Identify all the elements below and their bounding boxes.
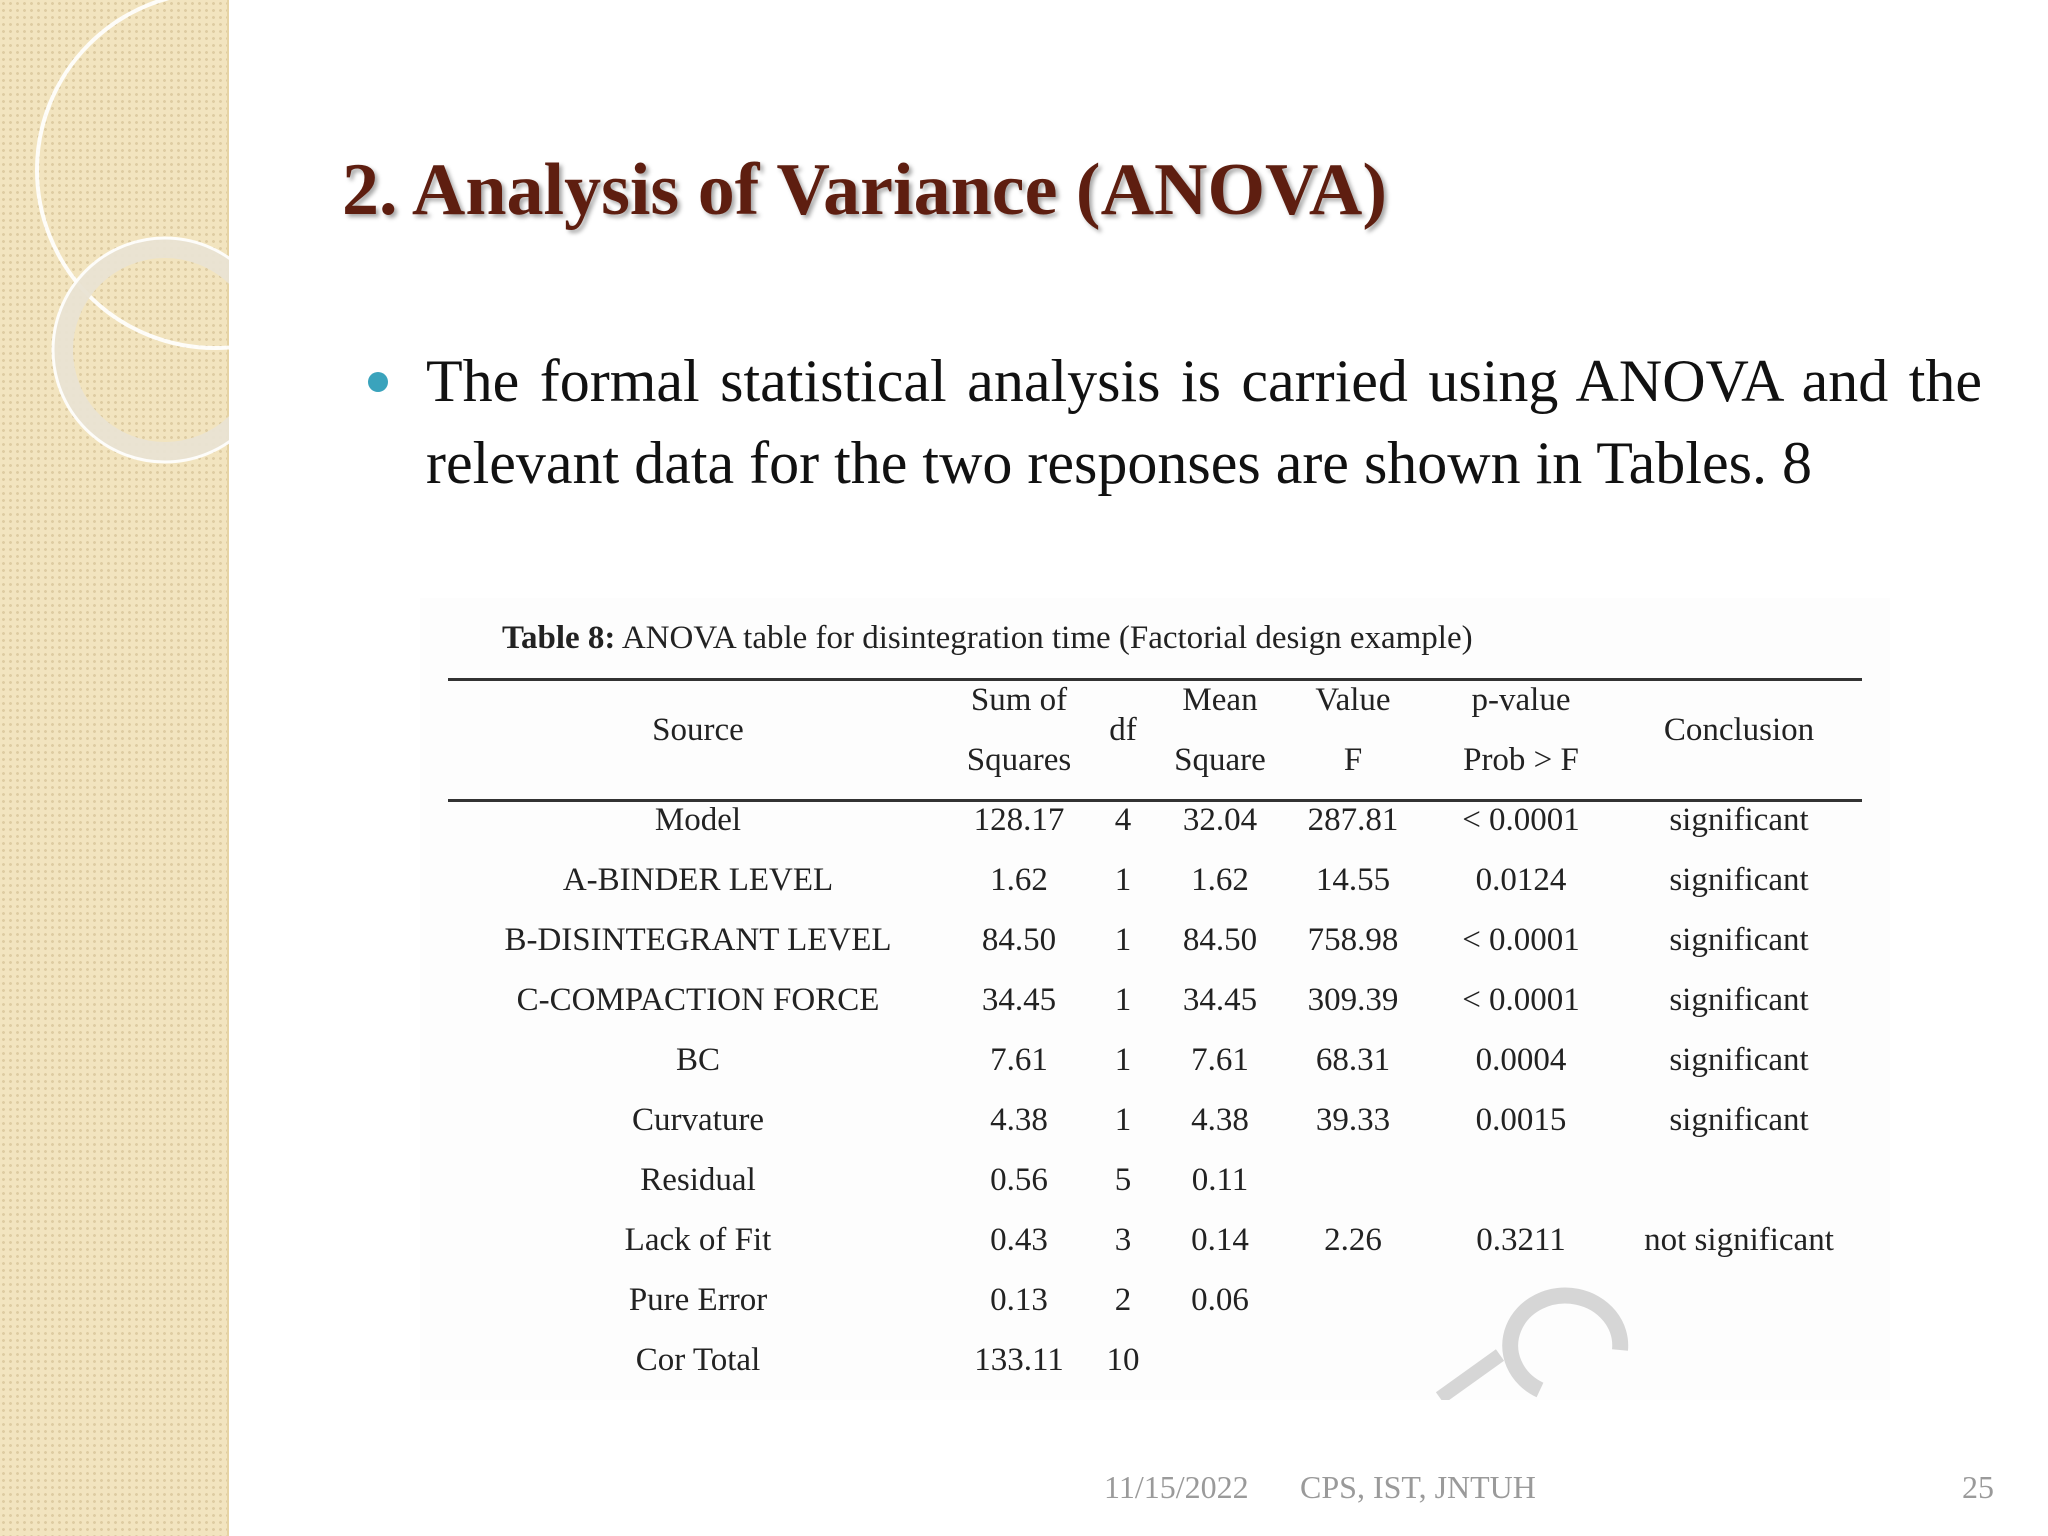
header-f-line1: Value: [1315, 682, 1391, 718]
footer-page-number: 25: [1962, 1469, 1994, 1505]
row-f: 2.26: [1324, 1222, 1382, 1258]
row-source: Pure Error: [628, 1282, 768, 1318]
row-ss: 84.50: [981, 922, 1057, 958]
row-source: Curvature: [632, 1102, 764, 1138]
table-caption-text: ANOVA table for disintegration time (Factorial design example): [615, 620, 1473, 656]
row-ss: 0.56: [990, 1162, 1048, 1198]
row-p: 0.0124: [1475, 862, 1567, 898]
row-ss: 34.45: [981, 982, 1057, 1018]
row-p: < 0.0001: [1462, 802, 1580, 838]
header-ss-line1: Sum of: [970, 682, 1068, 718]
row-source: B-DISINTEGRANT LEVEL: [504, 922, 892, 958]
watermark-fragment: [1420, 1280, 1640, 1400]
header-p-line1: p-value: [1471, 682, 1571, 718]
decorative-rings: [0, 0, 229, 1536]
row-p: 0.3211: [1476, 1222, 1566, 1258]
bullet-text: The formal statistical analysis is carried using ANOVA and the relevant data for the two responses are shown in Tables. 8: [426, 348, 1982, 496]
row-conclusion: significant: [1669, 1102, 1809, 1138]
row-df: 1: [1114, 862, 1132, 898]
row-source: BC: [675, 1042, 721, 1078]
row-df: 4: [1114, 802, 1132, 838]
row-conclusion: significant: [1669, 1042, 1809, 1078]
row-df: 1: [1114, 982, 1132, 1018]
row-ss: 1.62: [990, 862, 1048, 898]
header-source: Source: [652, 712, 744, 748]
header-p-line2: Prob > F: [1463, 742, 1579, 778]
header-ms-line2: Square: [1174, 742, 1266, 778]
decorative-side-panel: [0, 0, 229, 1536]
row-df: 1: [1114, 922, 1132, 958]
row-ss: 0.43: [990, 1222, 1048, 1258]
row-ms: 0.11: [1191, 1162, 1249, 1198]
row-ms: 0.14: [1191, 1222, 1249, 1258]
row-source: C-COMPACTION FORCE: [516, 982, 880, 1018]
row-p: 0.0004: [1475, 1042, 1567, 1078]
row-source: Residual: [640, 1162, 756, 1198]
row-p: < 0.0001: [1462, 922, 1580, 958]
row-p: < 0.0001: [1462, 982, 1580, 1018]
row-ms: 0.06: [1191, 1282, 1249, 1318]
row-ss: 0.13: [990, 1282, 1048, 1318]
row-ms: 4.38: [1191, 1102, 1249, 1138]
header-f-line2: F: [1343, 742, 1363, 778]
row-conclusion: significant: [1669, 862, 1809, 898]
header-ss-line2: Squares: [966, 742, 1072, 778]
row-source: Cor Total: [635, 1342, 761, 1378]
row-conclusion: not significant: [1644, 1222, 1834, 1258]
row-conclusion: significant: [1669, 922, 1809, 958]
row-f: 68.31: [1315, 1042, 1391, 1078]
row-f: 758.98: [1307, 922, 1399, 958]
header-df: df: [1109, 712, 1137, 748]
row-ss: 133.11: [974, 1342, 1064, 1378]
bullet-icon: [368, 372, 388, 392]
row-ms: 1.62: [1191, 862, 1249, 898]
slide-title: 2. Analysis of Variance (ANOVA): [342, 149, 1387, 231]
row-df: 1: [1114, 1042, 1132, 1078]
table-top-rule: [448, 678, 1862, 681]
table-caption: [502, 620, 1473, 657]
row-ss: 4.38: [990, 1102, 1048, 1138]
row-source: Lack of Fit: [624, 1222, 772, 1258]
row-f: 39.33: [1315, 1102, 1391, 1138]
row-ss: 128.17: [973, 802, 1065, 838]
row-ss: 7.61: [990, 1042, 1048, 1078]
row-source: A-BINDER LEVEL: [562, 862, 834, 898]
table-caption-label: Table 8:: [502, 620, 616, 656]
row-df: 10: [1106, 1342, 1140, 1378]
row-f: 287.81: [1307, 802, 1399, 838]
row-df: 1: [1114, 1102, 1132, 1138]
row-ms: 32.04: [1182, 802, 1258, 838]
row-conclusion: significant: [1669, 982, 1809, 1018]
row-f: 14.55: [1315, 862, 1391, 898]
footer-org: CPS, IST, JNTUH: [1300, 1469, 1536, 1505]
row-source: Model: [654, 802, 742, 838]
row-ms: 7.61: [1191, 1042, 1249, 1078]
header-conclusion: Conclusion: [1663, 712, 1815, 748]
row-ms: 34.45: [1182, 982, 1258, 1018]
row-df: 3: [1114, 1222, 1132, 1258]
row-ms: 84.50: [1182, 922, 1258, 958]
row-df: 2: [1114, 1282, 1132, 1318]
row-p: 0.0015: [1475, 1102, 1567, 1138]
footer-date: 11/15/2022: [1104, 1469, 1249, 1505]
row-f: 309.39: [1307, 982, 1399, 1018]
row-df: 5: [1114, 1162, 1132, 1198]
header-ms-line1: Mean: [1182, 682, 1258, 718]
row-conclusion: significant: [1669, 802, 1809, 838]
